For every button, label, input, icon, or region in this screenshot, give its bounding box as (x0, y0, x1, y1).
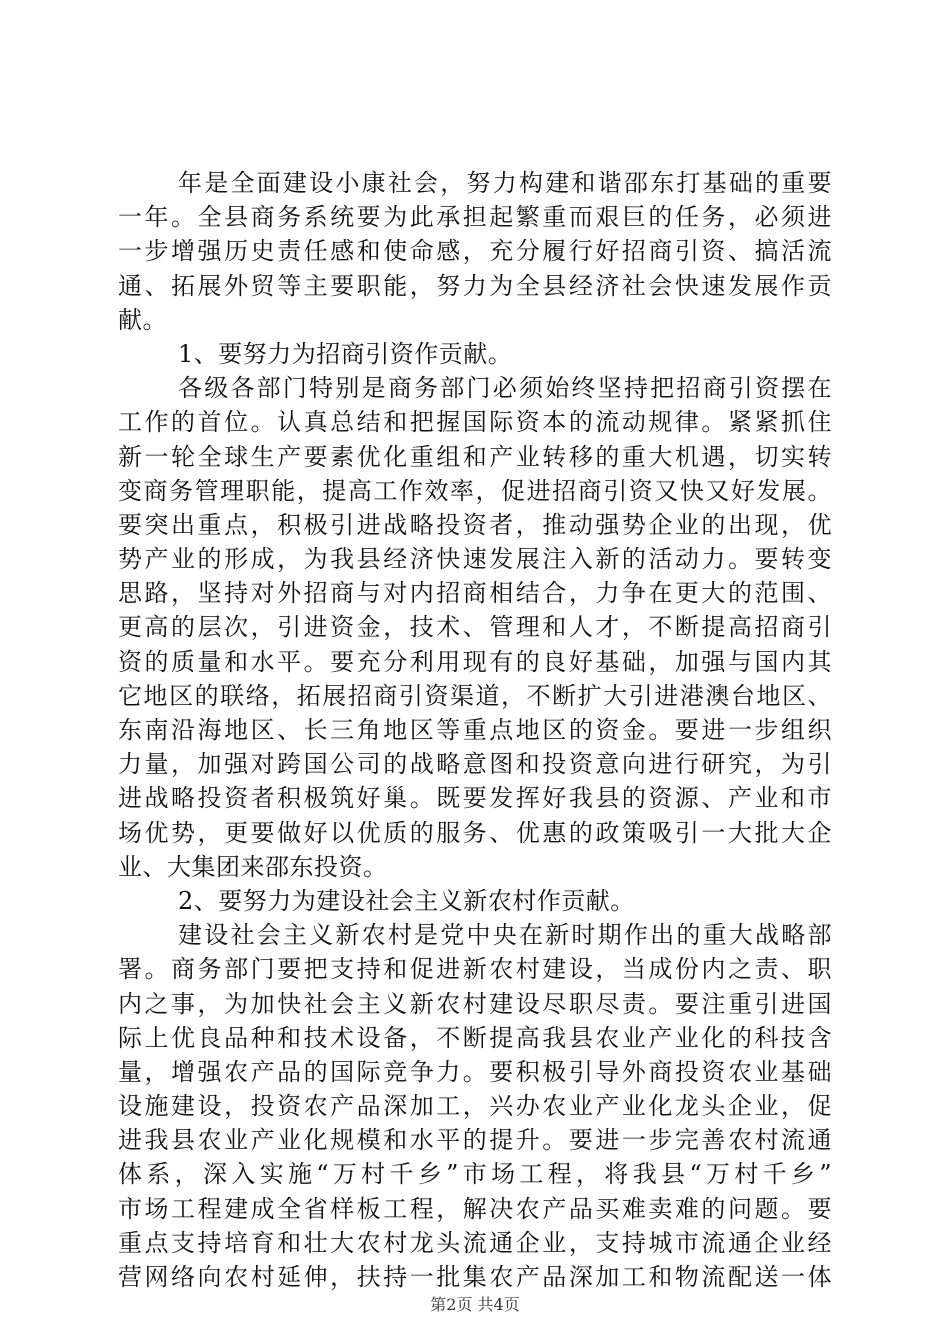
text-line: 变商务管理职能，提高工作效率，促进招商引资又快又好发展。 (118, 476, 832, 505)
text-line: 内之事，为加快社会主义新农村建设尽职尽责。要注重引进国 (118, 989, 832, 1018)
text-line: 各级各部门特别是商务部门必须始终坚持把招商引资摆在 (178, 374, 832, 403)
text-line: 通、拓展外贸等主要职能，努力为全县经济社会快速发展作贡 (118, 271, 832, 300)
text-line: 际上优良品种和技术设备，不断提高我县农业产业化的科技含 (118, 1023, 832, 1052)
text-line: 新一轮全球生产要素优化重组和产业转移的重大机遇，切实转 (118, 442, 832, 471)
text-line: 年是全面建设小康社会，努力构建和谐邵东打基础的重要 (178, 169, 832, 197)
text-line: 势产业的形成，为我县经济快速发展注入新的活动力。要转变 (118, 545, 832, 574)
text-line: 更高的层次，引进资金，技术、管理和人才，不断提高招商引 (118, 613, 832, 642)
text-line: 建设社会主义新农村是党中央在新时期作出的重大战略部 (178, 921, 832, 950)
text-line: 它地区的联络，拓展招商引资渠道，不断扩大引进港澳台地区、 (118, 681, 832, 710)
text-line: 进战略投资者积极筑好巢。既要发挥好我县的资源、产业和市 (118, 784, 832, 813)
text-line: 要突出重点，积极引进战略投资者，推动强势企业的出现，优 (118, 510, 832, 539)
text-line: 市场工程建成全省样板工程，解决农产品买难卖难的问题。要 (118, 1194, 832, 1223)
text-line: 场优势，更要做好以优质的服务、优惠的政策吸引一大批大企 (118, 818, 832, 847)
document-body (118, 166, 832, 1294)
text-line: 一步增强历史责任感和使命感，充分履行好招商引资、搞活流 (118, 237, 832, 266)
text-line: 体系，深入实施“万村千乡”市场工程，将我县“万村千乡” (118, 1160, 832, 1189)
text-line: 资的质量和水平。要充分利用现有的良好基础，加强与国内其 (118, 647, 832, 676)
page-footer: 第2页 共4页 (430, 1295, 520, 1314)
text-line: 重点支持培育和壮大农村龙头流通企业，支持城市流通企业经 (118, 1228, 832, 1257)
text-line: 设施建设，投资农产品深加工，兴办农业产业化龙头企业，促 (118, 1092, 832, 1121)
text-line: 进我县农业产业化规模和水平的提升。要进一步完善农村流通 (118, 1126, 832, 1155)
text-line: 工作的首位。认真总结和把握国际资本的流动规律。紧紧抓住 (118, 408, 832, 437)
text-line: 东南沿海地区、长三角地区等重点地区的资金。要进一步组织 (118, 716, 832, 744)
text-line: 一年。全县商务系统要为此承担起繁重而艰巨的任务，必须进 (118, 203, 832, 232)
text-line: 量，增强农产品的国际竞争力。要积极引导外商投资农业基础 (118, 1057, 832, 1086)
text-line: 力量，加强对跨国公司的战略意图和投资意向进行研究，为引 (118, 750, 832, 779)
text-line: 1、要努力为招商引资作贡献。 (178, 339, 513, 368)
text-line: 业、大集团来邵东投资。 (118, 852, 388, 881)
text-line: 营网络向农村延伸，扶持一批集农产品深加工和物流配送一体 (118, 1263, 832, 1291)
text-line: 署。商务部门要把支持和促进新农村建设，当成份内之责、职 (118, 955, 832, 984)
text-line: 献。 (118, 305, 167, 334)
text-line: 思路，坚持对外招商与对内招商相结合，力争在更大的范围、 (118, 579, 832, 608)
text-line: 2、要努力为建设社会主义新农村作贡献。 (178, 886, 635, 915)
